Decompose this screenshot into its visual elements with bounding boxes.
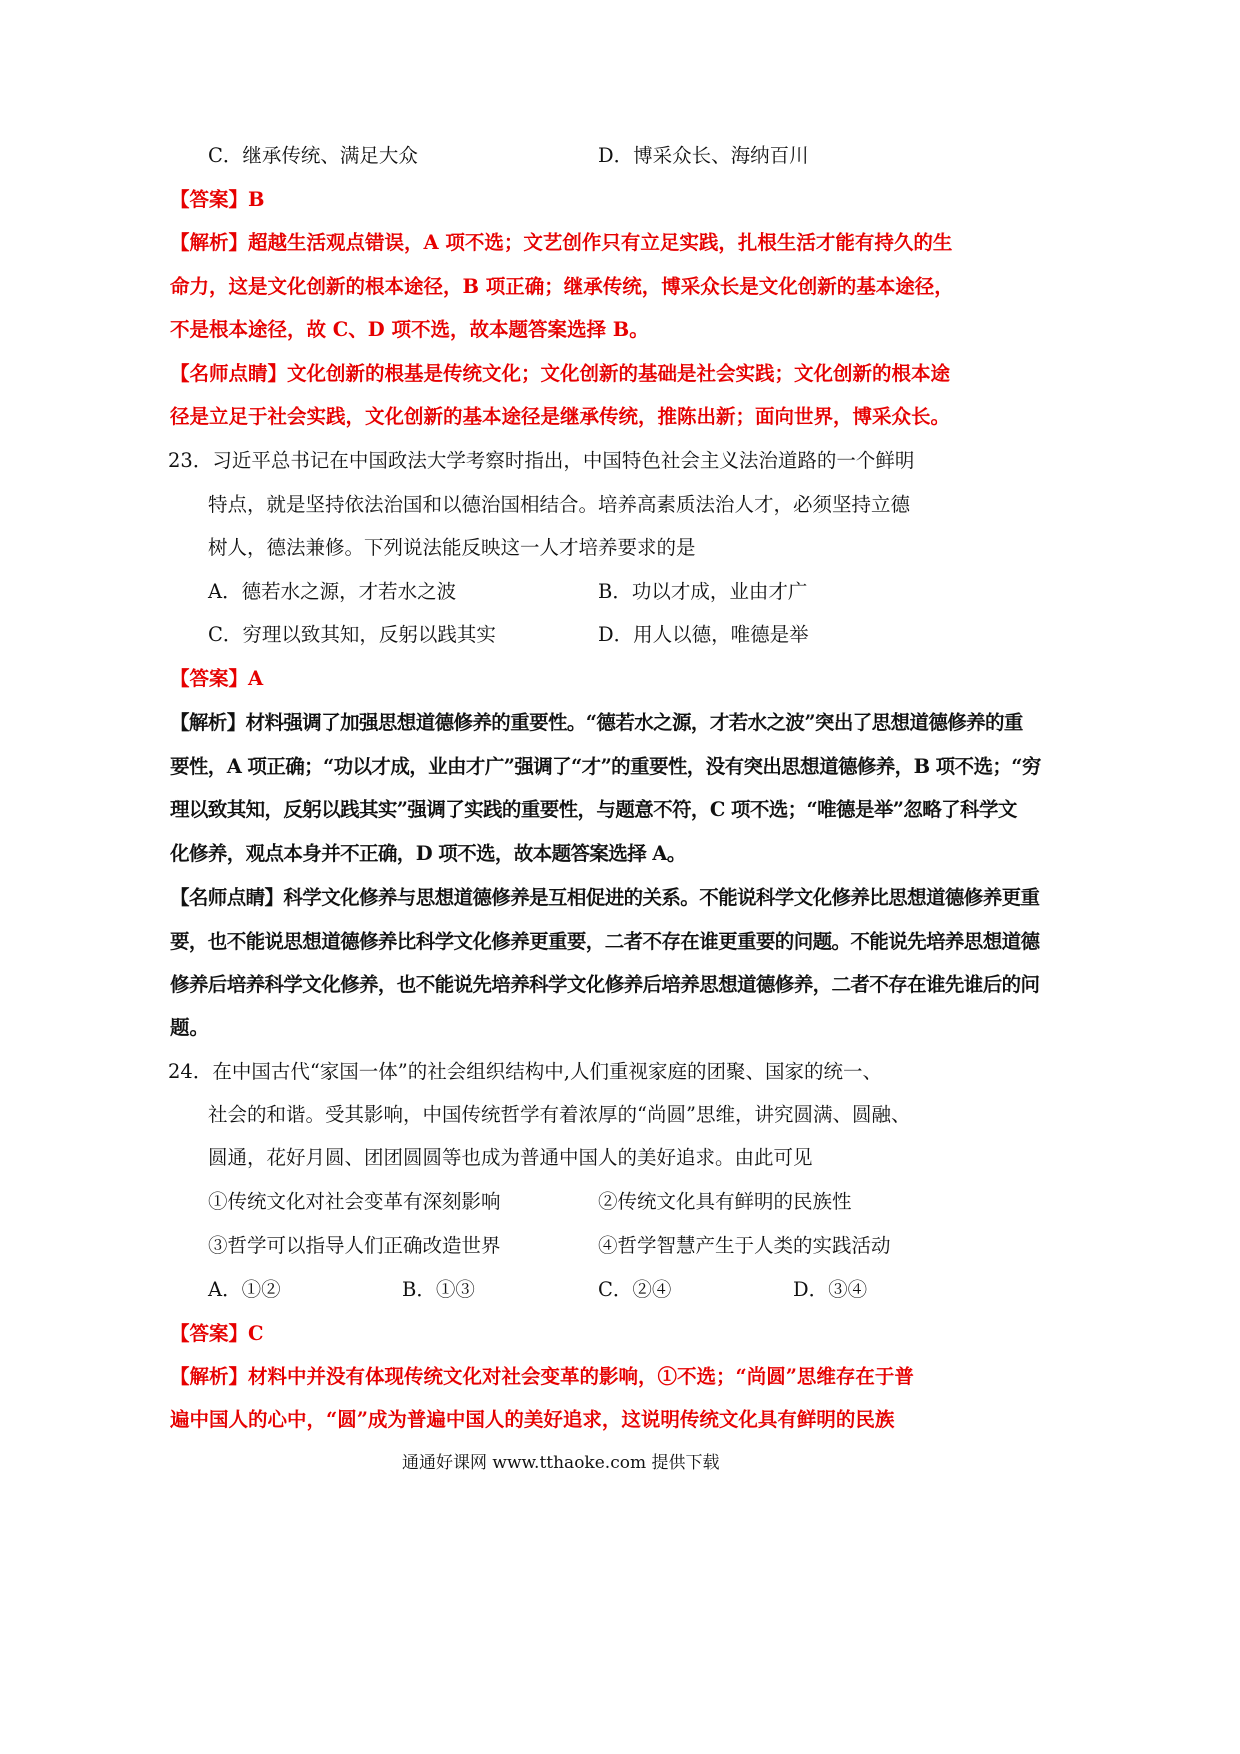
q23-option-c: C．穷理以致其知，反躬以践其实 bbox=[208, 623, 496, 646]
q24-analysis-line: 遍中国人的心中，“圆”成为普遍中国人的美好追求，这说明传统文化具有鲜明的民族 bbox=[170, 1408, 895, 1431]
q23-tips-line: 修养后培养科学文化修养，也不能说先培养科学文化修养后培养思想道德修养，二者不存在谁先谁后的问 bbox=[170, 973, 1040, 996]
q22-option-c: C．继承传统、满足大众 bbox=[208, 144, 418, 167]
q24-statement-2: ②传统文化具有鲜明的民族性 bbox=[598, 1190, 852, 1213]
q23-analysis-line: 要性，A 项正确；“功以才成，业由才广”强调了“才”的重要性，没有突出思想道德修养，B 项不选；“穷 bbox=[170, 755, 1041, 778]
q22-answer: 【答案】B bbox=[170, 188, 265, 211]
q24-stem-line: 社会的和谐。受其影响，中国传统哲学有着浓厚的“尚圆”思维，讲究圆满、圆融、 bbox=[208, 1103, 911, 1126]
q23-stem-line: 树人，德法兼修。下列说法能反映这一人才培养要求的是 bbox=[208, 536, 696, 559]
q22-analysis-line: 命力，这是文化创新的根本途径，B 项正确；继承传统，博采众长是文化创新的基本途径， bbox=[170, 275, 954, 298]
q23-option-d: D．用人以德，唯德是举 bbox=[598, 623, 809, 646]
page-footer: 通通好课网 www.tthaoke.com 提供下载 bbox=[402, 1453, 720, 1473]
q24-statement-4: ④哲学智慧产生于人类的实践活动 bbox=[598, 1234, 891, 1257]
q23-option-a: A．德若水之源，才若水之波 bbox=[208, 580, 457, 603]
q24-option-c: C．②④ bbox=[598, 1278, 672, 1301]
q22-analysis-line: 不是根本途径，故 C、D 项不选，故本题答案选择 B。 bbox=[170, 318, 649, 341]
q22-option-d: D．博采众长、海纳百川 bbox=[598, 144, 809, 167]
q23-stem-line: 特点，就是坚持依法治国和以德治国相结合。培养高素质法治人才，必须坚持立德 bbox=[208, 493, 911, 516]
q24-option-b: B．①③ bbox=[402, 1278, 475, 1301]
q24-statement-3: ③哲学可以指导人们正确改造世界 bbox=[208, 1234, 501, 1257]
q23-answer: 【答案】A bbox=[170, 667, 264, 690]
q23-tips-line: 要，也不能说思想道德修养比科学文化修养更重要，二者不存在谁更重要的问题。不能说先培养思想道德 bbox=[170, 930, 1040, 953]
q23-tips-line: 【名师点睛】科学文化修养与思想道德修养是互相促进的关系。不能说科学文化修养比思想道德修养更重 bbox=[170, 886, 1040, 909]
q24-answer: 【答案】C bbox=[170, 1322, 264, 1345]
q24-stem-line: 24．在中国古代“家国一体”的社会组织结构中,人们重视家庭的团聚、国家的统一、 bbox=[168, 1060, 882, 1083]
q22-analysis-line: 【解析】超越生活观点错误，A 项不选；文艺创作只有立足实践，扎根生活才能有持久的生 bbox=[170, 231, 953, 254]
q22-tips-line: 径是立足于社会实践，文化创新的基本途径是继承传统，推陈出新；面向世界，博采众长。 bbox=[170, 405, 951, 428]
q24-analysis-line: 【解析】材料中并没有体现传统文化对社会变革的影响，①不选；“尚圆”思维存在于普 bbox=[170, 1365, 914, 1388]
q23-analysis-line: 【解析】材料强调了加强思想道德修养的重要性。“德若水之源，才若水之波”突出了思想道德修养的重 bbox=[170, 711, 1023, 734]
q23-option-b: B．功以才成，业由才广 bbox=[598, 580, 808, 603]
q24-statement-1: ①传统文化对社会变革有深刻影响 bbox=[208, 1190, 501, 1213]
q23-analysis-line: 化修养，观点本身并不正确，D 项不选，故本题答案选择 A。 bbox=[170, 842, 686, 865]
q24-stem-line: 圆通，花好月圆、团团圆圆等也成为普通中国人的美好追求。由此可见 bbox=[208, 1146, 813, 1169]
q23-tips-line: 题。 bbox=[170, 1016, 210, 1039]
q23-stem-line: 23．习近平总书记在中国政法大学考察时指出，中国特色社会主义法治道路的一个鲜明 bbox=[168, 449, 915, 472]
q24-option-d: D．③④ bbox=[793, 1278, 868, 1301]
q23-analysis-line: 理以致其知，反躬以践其实”强调了实践的重要性，与题意不符，C 项不选；“唯德是举”忽略了科学文 bbox=[170, 798, 1017, 821]
q24-option-a: A．①② bbox=[208, 1278, 281, 1301]
q22-tips-line: 【名师点睛】文化创新的根基是传统文化；文化创新的基础是社会实践；文化创新的根本途 bbox=[170, 362, 951, 385]
